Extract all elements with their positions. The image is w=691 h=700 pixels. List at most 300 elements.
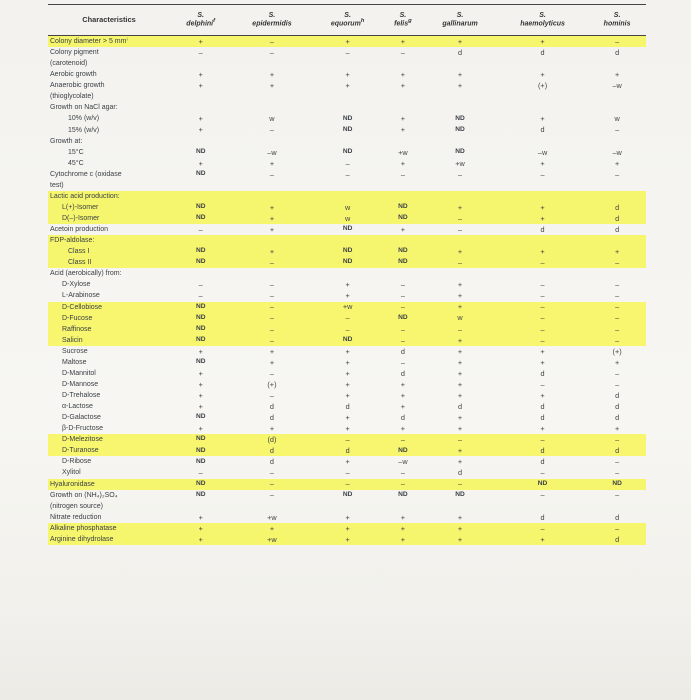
cell-value: – [269, 47, 274, 57]
cell-value: + [423, 246, 497, 257]
cell-value: w [269, 114, 275, 124]
cell-value: – [615, 368, 620, 378]
cell-value: + [345, 291, 350, 301]
species-name-text: felis [394, 20, 409, 28]
cell-value: – [497, 313, 588, 324]
cell-value: + [423, 523, 497, 534]
cell-value [588, 235, 646, 246]
cell-value [588, 180, 646, 191]
row-characteristic-label: D-Melezitose [48, 434, 170, 445]
cell-value [588, 191, 646, 202]
cell-value: + [345, 280, 350, 290]
row-characteristic-label: FDP-aldolase: [48, 235, 170, 246]
table-row [48, 512, 646, 523]
species-name [385, 19, 421, 27]
cell-value: + [170, 36, 231, 48]
row-characteristic-label: L(+)-Isomer [48, 202, 170, 213]
page-margin-shadow [0, 616, 691, 700]
cell-value: + [497, 36, 588, 48]
cell-value: ND [455, 490, 465, 498]
row-characteristic-label: Sucrose [62, 347, 88, 355]
cell-value [588, 501, 646, 512]
cell-value: – [383, 335, 423, 346]
cell-value: – [615, 457, 620, 467]
cell-value [497, 191, 588, 202]
cell-value: – [423, 213, 497, 224]
cell-value: ND [383, 313, 423, 324]
row-characteristic-label: D-Xylose [62, 281, 91, 289]
cell-value: – [198, 280, 203, 290]
cell-value: + [345, 357, 350, 367]
cell-value: + [345, 457, 350, 467]
cell-value: (d) [231, 434, 312, 445]
cell-value: – [458, 224, 463, 234]
cell-value [170, 235, 231, 246]
table-row [48, 523, 646, 534]
cell-value: d [588, 534, 646, 545]
table-row [48, 346, 646, 357]
table-row [48, 445, 646, 456]
row-characteristic-label: L-Arabinose [62, 292, 100, 300]
cell-value: – [497, 302, 588, 313]
cell-value: d [269, 401, 274, 411]
table-row [48, 180, 646, 191]
cell-value: ND [170, 257, 231, 268]
cell-value: – [615, 490, 620, 500]
row-characteristic-label: 10% (w/v) [68, 115, 100, 123]
row-characteristic-label: (thioglycolate) [50, 93, 94, 101]
cell-value: w [423, 313, 497, 324]
cell-value: – [400, 169, 405, 179]
cell-value: ND [383, 246, 423, 257]
cell-value: + [312, 523, 382, 534]
cell-value [497, 268, 588, 279]
cell-value: d [458, 47, 463, 57]
cell-value: – [497, 523, 588, 534]
cell-value: + [312, 36, 382, 48]
table-row [48, 302, 646, 313]
cell-value: d [588, 213, 646, 224]
cell-value: – [383, 324, 423, 335]
cell-value: – [312, 324, 382, 335]
table-header-row [48, 5, 646, 36]
cell-value: + [540, 424, 545, 434]
cell-value: + [540, 390, 545, 400]
cell-value: + [198, 125, 203, 135]
cell-value [497, 136, 588, 147]
row-characteristic-label: Class I [48, 246, 170, 257]
cell-value: w [614, 114, 620, 124]
row-characteristic-label: D-Turanose [48, 445, 170, 456]
cell-value: + [198, 70, 203, 80]
cell-value: + [345, 81, 350, 91]
row-characteristic-label: Growth at: [50, 137, 83, 145]
cell-value: – [269, 280, 274, 290]
cell-value: – [540, 379, 545, 389]
characteristics-table-sheet [48, 4, 646, 616]
cell-value: – [198, 468, 203, 478]
cell-value [231, 102, 312, 113]
cell-value [497, 58, 588, 69]
cell-value: – [400, 357, 405, 367]
cell-value [231, 501, 312, 512]
row-characteristic-label: D-Ribose [62, 458, 92, 466]
species-name-text: hominis [603, 20, 631, 28]
cell-value: – [497, 324, 588, 335]
cell-value: + [457, 357, 463, 367]
cell-value: + [457, 291, 463, 301]
cell-value [383, 268, 423, 279]
cell-value: + [400, 401, 406, 411]
table-row [48, 58, 646, 69]
cell-value: + [383, 36, 423, 48]
cell-value: – [269, 368, 274, 378]
cell-value [383, 58, 423, 69]
cell-value: d [400, 368, 405, 378]
cell-value: +w [455, 158, 465, 168]
cell-value: d [615, 47, 620, 57]
table-row [48, 246, 646, 257]
cell-value [423, 102, 497, 113]
table-row [48, 401, 646, 412]
cell-value: + [540, 357, 545, 367]
cell-value [497, 180, 588, 191]
cell-value [588, 136, 646, 147]
cell-value: + [400, 379, 406, 389]
cell-value: + [231, 213, 312, 224]
cell-value: d [615, 401, 620, 411]
cell-value: d [540, 224, 545, 234]
cell-value: + [231, 202, 312, 213]
cell-value: – [497, 257, 588, 268]
cell-value: + [170, 534, 231, 545]
cell-value: + [345, 390, 350, 400]
header-species-epidermidis [231, 5, 312, 36]
cell-value: – [615, 125, 620, 135]
cell-value: – [458, 169, 463, 179]
cell-value: ND [195, 413, 206, 421]
table-row [48, 479, 646, 490]
cell-value [423, 136, 497, 147]
header-species-haemolyticus [497, 5, 588, 36]
cell-value [170, 91, 231, 102]
cell-value: – [312, 434, 382, 445]
cell-value [423, 501, 497, 512]
cell-value [231, 180, 312, 191]
cell-value: d [588, 445, 646, 456]
row-characteristic-label: 45°C [68, 159, 84, 167]
header-species-hominis [588, 5, 646, 36]
table-row [48, 501, 646, 512]
cell-value: (+) [612, 346, 622, 356]
cell-value: – [269, 125, 274, 135]
table-row [48, 125, 646, 136]
cell-value: – [269, 490, 274, 500]
cell-value: + [423, 36, 497, 48]
cell-value: – [312, 479, 382, 490]
cell-value: – [231, 36, 312, 48]
cell-value [383, 501, 423, 512]
cell-value [170, 102, 231, 113]
cell-value: – [497, 434, 588, 445]
cell-value: + [497, 534, 588, 545]
cell-value [170, 180, 231, 191]
species-name [590, 19, 644, 27]
cell-value: ND [398, 490, 408, 498]
row-characteristic-label: D-Trehalose [62, 392, 101, 400]
species-name [314, 19, 380, 27]
cell-value: ND [170, 445, 231, 456]
cell-value: – [383, 479, 423, 490]
cell-value: – [615, 468, 620, 478]
cell-value: – [497, 335, 588, 346]
table-row [48, 324, 646, 335]
row-characteristic-label: Aerobic growth [50, 71, 97, 79]
cell-value: +w [267, 512, 277, 522]
cell-value: – [400, 280, 405, 290]
cell-value: d [269, 413, 274, 422]
row-characteristic-label: D-Mannitol [62, 369, 96, 377]
cell-value: – [588, 434, 646, 445]
cell-value: d [615, 413, 620, 422]
cell-value: + [457, 413, 463, 422]
cell-value: + [198, 346, 203, 356]
cell-value: + [269, 424, 275, 434]
cell-value: d [345, 401, 350, 411]
cell-value: – [588, 257, 646, 268]
cell-value [170, 136, 231, 147]
header-characteristics: Characteristics [48, 5, 170, 36]
cell-value: + [588, 246, 646, 257]
cell-value: – [400, 47, 405, 57]
cell-value: + [457, 457, 463, 467]
cell-value [383, 180, 423, 191]
table-row [48, 290, 646, 301]
cell-value: + [269, 357, 275, 367]
table-row [48, 102, 646, 113]
row-characteristic-label: Anaerobic growth [50, 82, 105, 90]
cell-value: – [423, 479, 497, 490]
cell-value: w [312, 213, 382, 224]
cell-value: ND [497, 479, 588, 490]
cell-value: d [540, 368, 545, 378]
cell-value [170, 58, 231, 69]
table-row [48, 335, 646, 346]
cell-value: + [400, 125, 406, 135]
row-characteristic-label: Class II [48, 257, 170, 268]
cell-value: ND [195, 147, 206, 155]
table-row [48, 467, 646, 478]
species-name [172, 19, 229, 27]
cell-value: + [423, 202, 497, 213]
cell-value [588, 102, 646, 113]
cell-value [497, 102, 588, 113]
cell-value: ND [170, 313, 231, 324]
cell-value: – [345, 169, 350, 179]
cell-value: – [588, 313, 646, 324]
cell-value: d [269, 457, 274, 467]
table-row [48, 313, 646, 324]
cell-value: ND [170, 302, 231, 313]
cell-value: + [400, 158, 406, 168]
table-row [48, 91, 646, 102]
cell-value: ND [170, 202, 231, 213]
cell-value: ND [342, 147, 353, 155]
cell-value [383, 136, 423, 147]
cell-value [312, 91, 382, 102]
cell-value [312, 268, 382, 279]
cell-value: + [497, 213, 588, 224]
cell-value: ND [170, 324, 231, 335]
cell-value: + [383, 523, 423, 534]
cell-value [497, 91, 588, 102]
cell-value: + [198, 368, 203, 378]
cell-value [588, 91, 646, 102]
cell-value: – [540, 291, 545, 301]
species-name-text: equorum [330, 20, 361, 28]
cell-value: ND [342, 125, 353, 133]
table-row [48, 224, 646, 235]
cell-value: ND [383, 213, 423, 224]
cell-value: + [345, 368, 350, 378]
cell-value: ND [342, 225, 353, 233]
cell-value: –w [612, 147, 622, 157]
species-name [499, 19, 586, 27]
cell-value: – [423, 434, 497, 445]
cell-value [312, 58, 382, 69]
cell-value: + [540, 70, 545, 80]
table-row [48, 279, 646, 290]
cell-value: ND [170, 479, 231, 490]
cell-value: + [540, 346, 545, 356]
header-species-delphini [170, 5, 231, 36]
cell-value [312, 191, 382, 202]
table-row [48, 368, 646, 379]
cell-value: – [615, 379, 620, 389]
table-row [48, 434, 646, 445]
cell-value: – [615, 280, 620, 290]
cell-value: + [457, 81, 463, 91]
table-row [48, 147, 646, 158]
row-characteristic-label: Cytochrome c (oxidase [50, 170, 122, 178]
row-characteristic-label: β-D-Fructose [62, 425, 103, 433]
row-characteristic-label: (nitrogen source) [50, 502, 103, 510]
table-row [48, 36, 646, 48]
row-characteristic-label: D-Cellobiose [48, 302, 170, 313]
cell-value: + [457, 70, 463, 80]
cell-value: + [400, 81, 406, 91]
cell-value: ND [170, 335, 231, 346]
cell-value: – [231, 335, 312, 346]
cell-value [588, 58, 646, 69]
cell-value [423, 180, 497, 191]
row-characteristic-label: test) [50, 181, 64, 189]
cell-value [312, 501, 382, 512]
cell-value: + [540, 114, 545, 124]
cell-value: + [345, 379, 350, 389]
species-footnote: h [360, 18, 365, 25]
cell-value: + [198, 114, 203, 124]
table-row [48, 202, 646, 213]
cell-value: +w [398, 147, 408, 157]
cell-value: ND [588, 479, 646, 490]
cell-value [423, 58, 497, 69]
cell-value: –w [267, 147, 277, 157]
header-species-felis [383, 5, 423, 36]
cell-value: ND [312, 335, 382, 346]
cell-value: + [400, 224, 406, 234]
cell-value: ND [383, 445, 423, 456]
cell-value: + [269, 70, 275, 80]
row-characteristic-label: Maltose [62, 358, 87, 366]
cell-value [231, 235, 312, 246]
cell-value: + [614, 357, 620, 367]
species-name-text: delphini [186, 20, 214, 28]
cell-value: –w [537, 147, 548, 157]
cell-value: d [615, 390, 620, 400]
cell-value: d [615, 224, 620, 234]
cell-value: ND [195, 490, 206, 498]
table-row [48, 47, 646, 58]
cell-value [231, 191, 312, 202]
cell-value: + [540, 158, 545, 168]
table-row [48, 456, 646, 467]
species-footnote: g [408, 18, 412, 25]
cell-value [312, 180, 382, 191]
row-characteristic-label: Colony pigment [50, 49, 99, 57]
cell-value: d [540, 401, 545, 411]
table-row [48, 357, 646, 368]
header-species-gallinarum [423, 5, 497, 36]
row-characteristic-label: Acid (aerobically) from: [50, 270, 122, 278]
cell-value [497, 235, 588, 246]
cell-value: + [400, 424, 406, 434]
cell-value: d [588, 202, 646, 213]
species-genus: S. [613, 12, 621, 20]
cell-value: ND [455, 114, 465, 122]
cell-value [231, 268, 312, 279]
row-characteristic-label: Growth on (NH₄)₂SO₄ [50, 491, 118, 499]
cell-value: ND [170, 434, 231, 445]
cell-value: – [540, 490, 545, 500]
species-genus: S. [197, 12, 205, 20]
cell-value: + [400, 512, 406, 522]
cell-value: – [269, 390, 274, 400]
species-name-text: haemolyticus [520, 20, 565, 28]
table-row [48, 80, 646, 91]
cell-value: + [269, 346, 275, 356]
cell-value [231, 136, 312, 147]
cell-value: + [423, 445, 497, 456]
cell-value: + [198, 512, 203, 522]
cell-value: – [588, 523, 646, 534]
table-row [48, 390, 646, 401]
species-genus: S. [268, 12, 276, 20]
species-genus: S. [399, 12, 407, 20]
cell-value: d [540, 47, 545, 57]
cell-value: + [614, 158, 620, 168]
species-name [425, 19, 495, 27]
cell-value: d [540, 413, 545, 422]
header-species-equorum [312, 5, 382, 36]
cell-value: + [345, 424, 350, 434]
cell-value [312, 136, 382, 147]
cell-value: + [497, 202, 588, 213]
cell-value: + [312, 534, 382, 545]
row-characteristic-label: Arginine dihydrolase [48, 534, 170, 545]
cell-value: – [588, 324, 646, 335]
cell-value: – [231, 479, 312, 490]
